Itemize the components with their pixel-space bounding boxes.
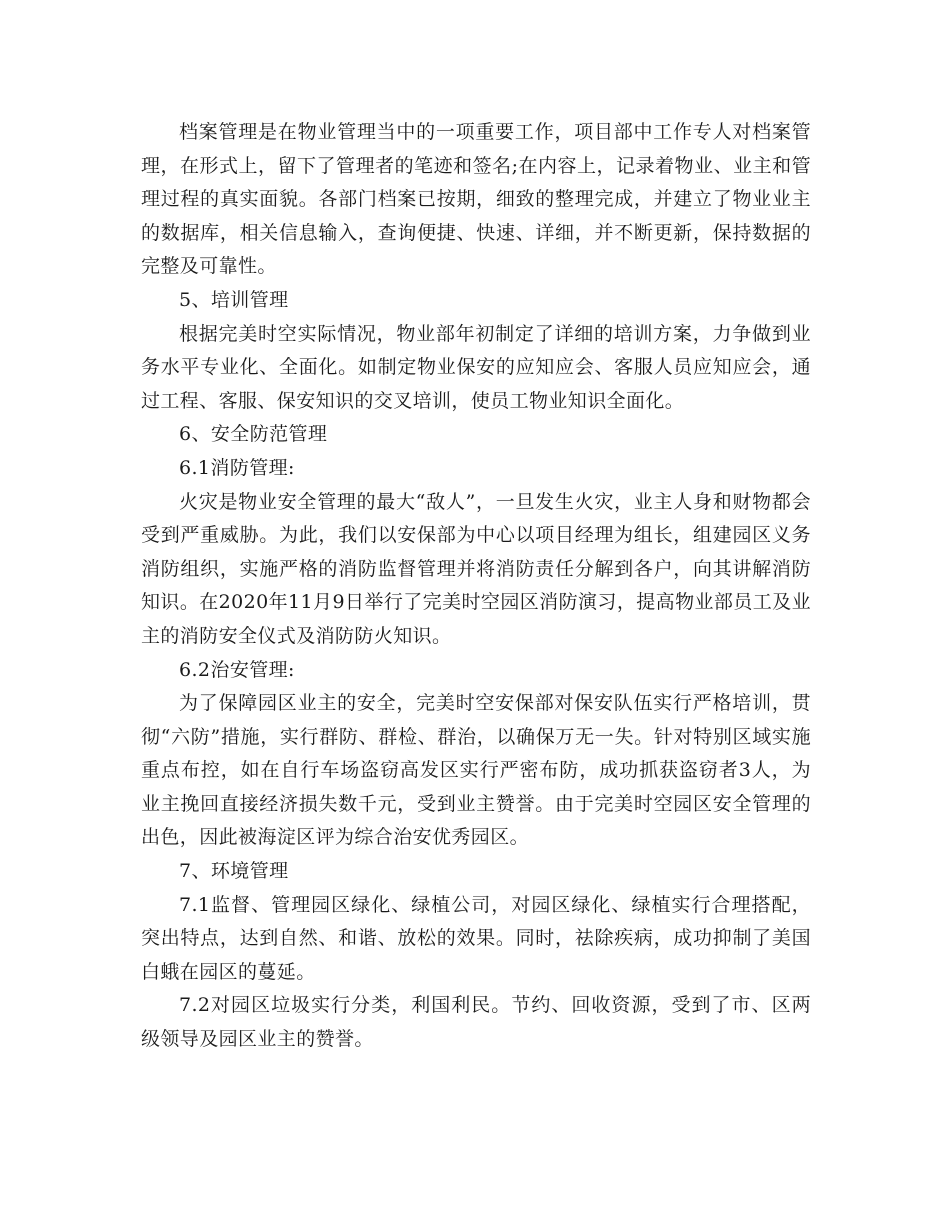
paragraph-archive-management: 档案管理是在物业管理当中的一项重要工作，项目部中工作专人对档案管理，在形式上，留下了管理者的笔迹和签名;在内容上，记录着物业、业主和管理过程的真实面貌。各部门档案已按期，细致的整理完成，并建立了物业业主的数据库，相关信息输入，查询便捷、快速、详细，并不断更新，保持数据的完整及可靠性。: [141, 121, 811, 278]
paragraph-fire: 火灾是物业安全管理的最大“敌人”，一旦发生火灾，业主人身和财物都会受到严重威胁。为此，我们以安保部为中心以项目经理为组长，组建园区义务消防组织，实施严格的消防监督管理并将消防责任分解到各户，向其讲解消防知识。在2020年11月9日举行了完美时空园区消防演习，提高物业部员工及业主的消防安全仪式及消防防火知识。: [141, 490, 811, 647]
heading-fire-management: 6.1消防管理:: [179, 456, 295, 479]
paragraph-public-security: 为了保障园区业主的安全，完美时空安保部对保安队伍实行严格培训，贯彻“六防”措施，实行群防、群检、群治，以确保万无一失。针对特别区域实施重点布控，如在自行车场盗窃高发区实行严密布防，成功抓获盗窃者3人，为业主挽回直接经济损失数千元，受到业主赞誉。由于完美时空园区安全管理的出色，因此被海淀区评为综合治安优秀园区。: [141, 692, 811, 849]
heading-training-management: 5、培训管理: [179, 288, 289, 311]
paragraph-training: 根据完美时空实际情况，物业部年初制定了详细的培训方案，力争做到业务水平专业化、全面化。如制定物业保安的应知应会、客服人员应知应会，通过工程、客服、保安知识的交叉培训，使员工物业知识全面化。: [141, 322, 811, 412]
paragraph-garbage: 7.2对园区垃圾实行分类，利国利民。节约、回收资源，受到了市、区两级领导及园区业主的赞誉。: [141, 994, 811, 1051]
paragraph-greening: 7.1监督、管理园区绿化、绿植公司，对园区绿化、绿植实行合理搭配，突出特点，达到自然、和谐、放松的效果。同时，祛除疾病，成功抑制了美国白蛾在园区的蔓延。: [141, 893, 811, 983]
heading-security-management: 6、安全防范管理: [179, 423, 328, 446]
heading-environment-management: 7、环境管理: [179, 860, 289, 883]
document-body: [141, 116, 811, 1057]
heading-public-security: 6.2治安管理:: [179, 658, 295, 681]
